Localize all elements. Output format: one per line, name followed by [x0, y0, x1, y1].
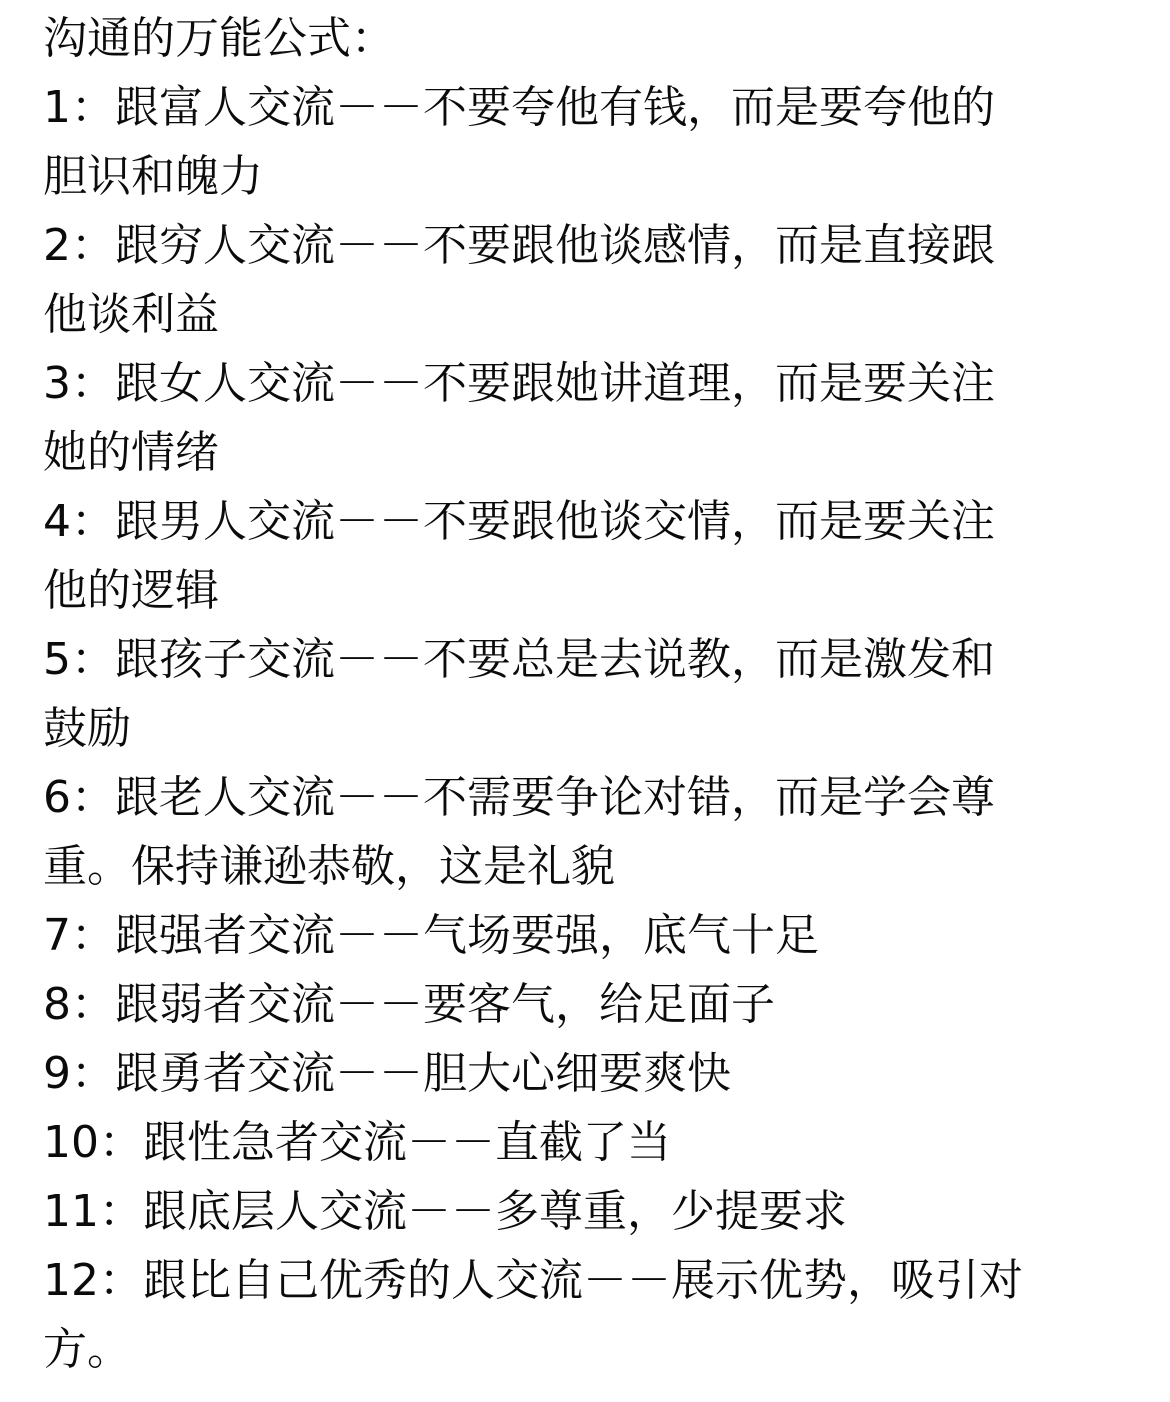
text-line: 重。保持谦逊恭敬，这是礼貌	[43, 841, 615, 892]
text-line: 7：跟强者交流－－气场要强，底气十足	[43, 910, 819, 961]
text-line: 方。	[43, 1324, 131, 1375]
text-line: 3：跟女人交流－－不要跟她讲道理，而是要关注	[43, 358, 995, 409]
text-line: 10：跟性急者交流－－直截了当	[43, 1117, 671, 1168]
text-line: 胆识和魄力	[43, 151, 263, 202]
text-line: 1：跟富人交流－－不要夸他有钱，而是要夸他的	[43, 82, 995, 133]
text-line: 他谈利益	[43, 289, 219, 340]
text-line: 鼓励	[43, 703, 131, 754]
text-line: 11：跟底层人交流－－多尊重，少提要求	[43, 1186, 847, 1237]
document-text	[43, 4, 1143, 1384]
text-line: 9：跟勇者交流－－胆大心细要爽快	[43, 1048, 731, 1099]
text-line: 2：跟穷人交流－－不要跟他谈感情，而是直接跟	[43, 220, 995, 271]
text-line: 4：跟男人交流－－不要跟他谈交情，而是要关注	[43, 496, 995, 547]
text-line: 12：跟比自己优秀的人交流－－展示优势，吸引对	[43, 1255, 1023, 1306]
text-line: 他的逻辑	[43, 565, 219, 616]
text-line: 6：跟老人交流－－不需要争论对错，而是学会尊	[43, 772, 995, 823]
text-line: 8：跟弱者交流－－要客气，给足面子	[43, 979, 775, 1030]
text-line: 5：跟孩子交流－－不要总是去说教，而是激发和	[43, 634, 995, 685]
title-line: 沟通的万能公式：	[43, 13, 395, 64]
text-line: 她的情绪	[43, 427, 219, 478]
